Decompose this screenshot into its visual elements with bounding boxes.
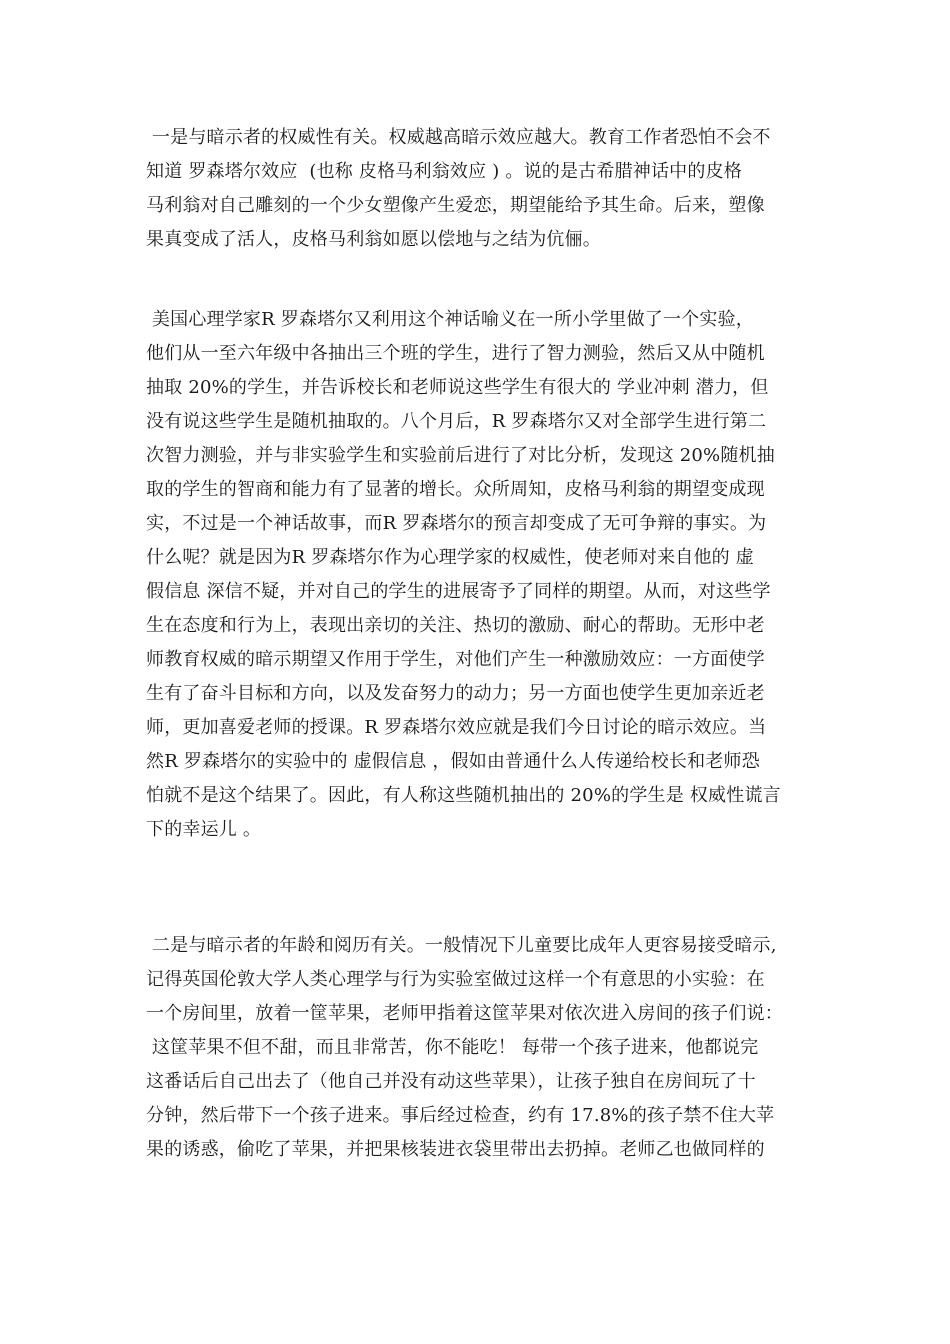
text-line: 分钟，然后带下一个孩子进来。事后经过检查，约有 17.8%的孩子禁不住大苹 (146, 1105, 775, 1126)
text-line: 这番话后自己出去了（他自己并没有动这些苹果），让孩子独自在房间玩了十 (146, 1071, 756, 1092)
paragraph-rosenthal-experiment (146, 303, 816, 847)
text-line: 然R 罗森塔尔的实验中的 虚假信息 ，假如由普通什么人传递给校长和老师恐 (146, 751, 760, 772)
text-line: 次智力测验，并与非实验学生和实验前后进行了对比分析，发现这 20%随机抽 (146, 445, 775, 466)
text-line: 美国心理学家R 罗森塔尔又利用这个神话喻义在一所小学里做了一个实验， (146, 309, 754, 330)
text-line: 什么呢？就是因为R 罗森塔尔作为心理学家的权威性，使老师对来自他的 虚 (146, 547, 754, 568)
text-line: 师教育权威的暗示期望又作用于学生，对他们产生一种激励效应：一方面使学 (146, 649, 765, 670)
text-line: 抽取 20%的学生，并告诉校长和老师说这些学生有很大的 学业冲刺 潜力，但 (146, 377, 769, 398)
text-line: 知道 罗森塔尔效应 (也称 皮格马利翁效应 ) 。说的是古希腊神话中的皮格 (146, 161, 742, 182)
text-line: 生在态度和行为上，表现出亲切的关注、热切的激励、耐心的帮助。无形中老 (146, 615, 765, 636)
text-line: 生有了奋斗目标和方向，以及发奋努力的动力；另一方面也使学生更加亲近老 (146, 683, 765, 704)
text-line: 果的诱惑，偷吃了苹果，并把果核装进衣袋里带出去扔掉。老师乙也做同样的 (146, 1139, 765, 1160)
text-line: 假信息 深信不疑，并对自己的学生的进展寄予了同样的期望。从而，对这些学 (146, 581, 771, 602)
text-line: 这筐苹果不但不甜，而且非常苦，你不能吃！ 每带一个孩子进来，他都说完 (146, 1037, 759, 1058)
text-line: 师，更加喜爱老师的授课。R 罗森塔尔效应就是我们今日讨论的暗示效应。当 (146, 717, 767, 738)
text-line: 没有说这些学生是随机抽取的。八个月后，R 罗森塔尔又对全部学生进行第二 (146, 411, 767, 432)
text-line: 怕就不是这个结果了。因此，有人称这些随机抽出的 20%的学生是 权威性谎言 (146, 785, 781, 806)
text-line: 果真变成了活人，皮格马利翁如愿以偿地与之结为伉俪。 (146, 229, 601, 250)
text-line: 取的学生的智商和能力有了显著的增长。众所周知，皮格马利翁的期望变成现 (146, 479, 765, 500)
text-line: 一是与暗示者的权威性有关。权威越高暗示效应越大。教育工作者恐怕不会不 (146, 127, 771, 148)
text-line: 记得英国伦敦大学人类心理学与行为实验室做过这样一个有意思的小实验：在 (146, 969, 765, 990)
text-line: 二是与暗示者的年龄和阅历有关。一般情况下儿童要比成年人更容易接受暗示, (146, 935, 777, 956)
text-line: 他们从一至六年级中各抽出三个班的学生，进行了智力测验，然后又从中随机 (146, 343, 765, 364)
text-line: 下的幸运儿 。 (146, 819, 262, 840)
text-line: 实，不过是一个神话故事，而R 罗森塔尔的预言却变成了无可争辩的事实。为 (146, 513, 767, 534)
text-line: 一个房间里，放着一筐苹果，老师甲指着这筐苹果对依次进入房间的孩子们说： (146, 1003, 783, 1024)
text-line: 马利翁对自己雕刻的一个少女塑像产生爱恋，期望能给予其生命。后来，塑像 (146, 195, 765, 216)
paragraph-authority (146, 121, 816, 257)
paragraph-age-experience (146, 929, 816, 1167)
